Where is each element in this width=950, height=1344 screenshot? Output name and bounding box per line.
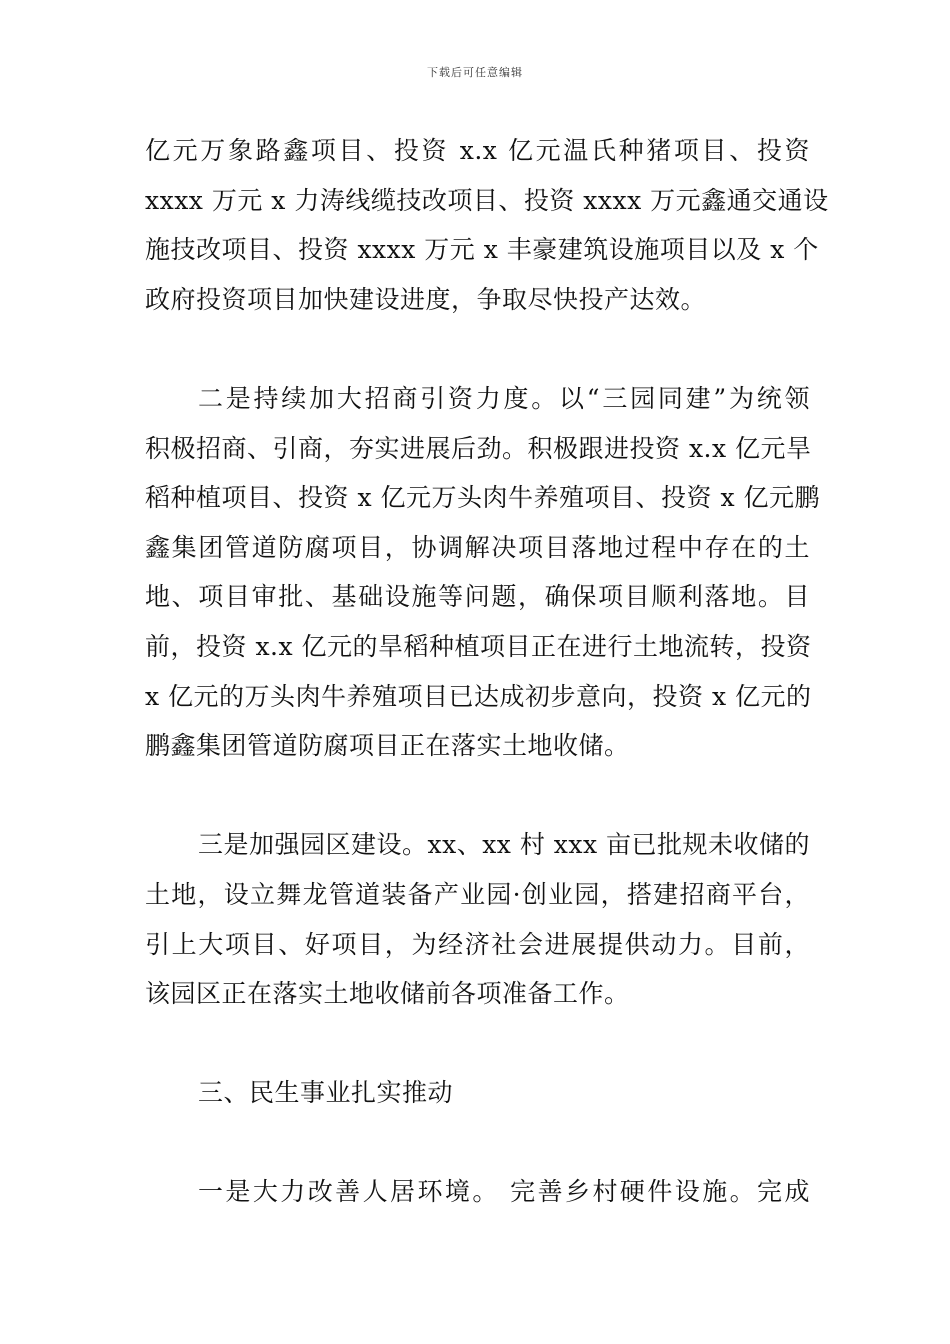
page-header: 下载后可任意编辑: [427, 66, 523, 79]
text-line: 亿元万象路鑫项目、投资 x.x 亿元温氏种猪项目、投资: [145, 136, 810, 165]
text-line: xxxx 万元 x 力涛线缆技改项目、投资 xxxx 万元鑫通交通设: [145, 185, 829, 215]
text-line: 前，投资 x.x 亿元的旱稻种植项目正在进行土地流转，投资: [145, 631, 812, 661]
text-line: 鑫集团管道防腐项目，协调解决项目落地过程中存在的土: [145, 532, 810, 562]
text-line: 二是持续加大招商引资力度。以“三园同建”为统领: [198, 383, 810, 413]
text-line: 三是加强园区建设。xx、xx 村 xxx 亩已批规未收储的: [198, 830, 811, 860]
paragraph-gap: [145, 324, 810, 374]
document-body: [145, 126, 829, 1217]
text-line: 土地，设立舞龙管道装备产业园·创业园，搭建招商平台，: [145, 879, 810, 909]
text-line: 积极招商、引商，夯实进展后劲。积极跟进投资 x.x 亿元旱: [145, 433, 812, 463]
text-line: 稻种植项目、投资 x 亿元万头肉牛养殖项目、投资 x 亿元鹏: [145, 483, 820, 513]
text-line: x 亿元的万头肉牛养殖项目已达成初步意向，投资 x 亿元的: [145, 681, 812, 711]
text-line: 该园区正在落实土地收储前各项准备工作。: [145, 979, 630, 1009]
text-line: 地、项目审批、基础设施等问题，确保项目顺利落地。目: [145, 582, 810, 612]
paragraph-gap: [145, 1019, 810, 1069]
paragraph-park-construction: [145, 820, 810, 1018]
paragraph-investment-attraction: [145, 374, 820, 771]
paragraph-gap: [145, 1118, 810, 1168]
text-line: 政府投资项目加快建设进度，争取尽快投产达效。: [145, 284, 707, 314]
text-line: 引上大项目、好项目，为经济社会进展提供动力。目前，: [145, 929, 810, 959]
text-line: 一是大力改善人居环境。 完善乡村硬件设施。完成: [198, 1177, 810, 1207]
paragraph-investment-projects: [145, 126, 829, 324]
text-line: 施技改项目、投资 xxxx 万元 x 丰豪建筑设施项目以及 x 个: [145, 235, 819, 265]
text-line: 鹏鑫集团管道防腐项目正在落实土地收储。: [145, 731, 630, 761]
paragraph-gap: [145, 771, 810, 821]
section-heading: [145, 1068, 810, 1118]
paragraph-living-environment: [145, 1167, 810, 1217]
section-heading-text: 三、民生事业扎实推动: [198, 1078, 454, 1108]
